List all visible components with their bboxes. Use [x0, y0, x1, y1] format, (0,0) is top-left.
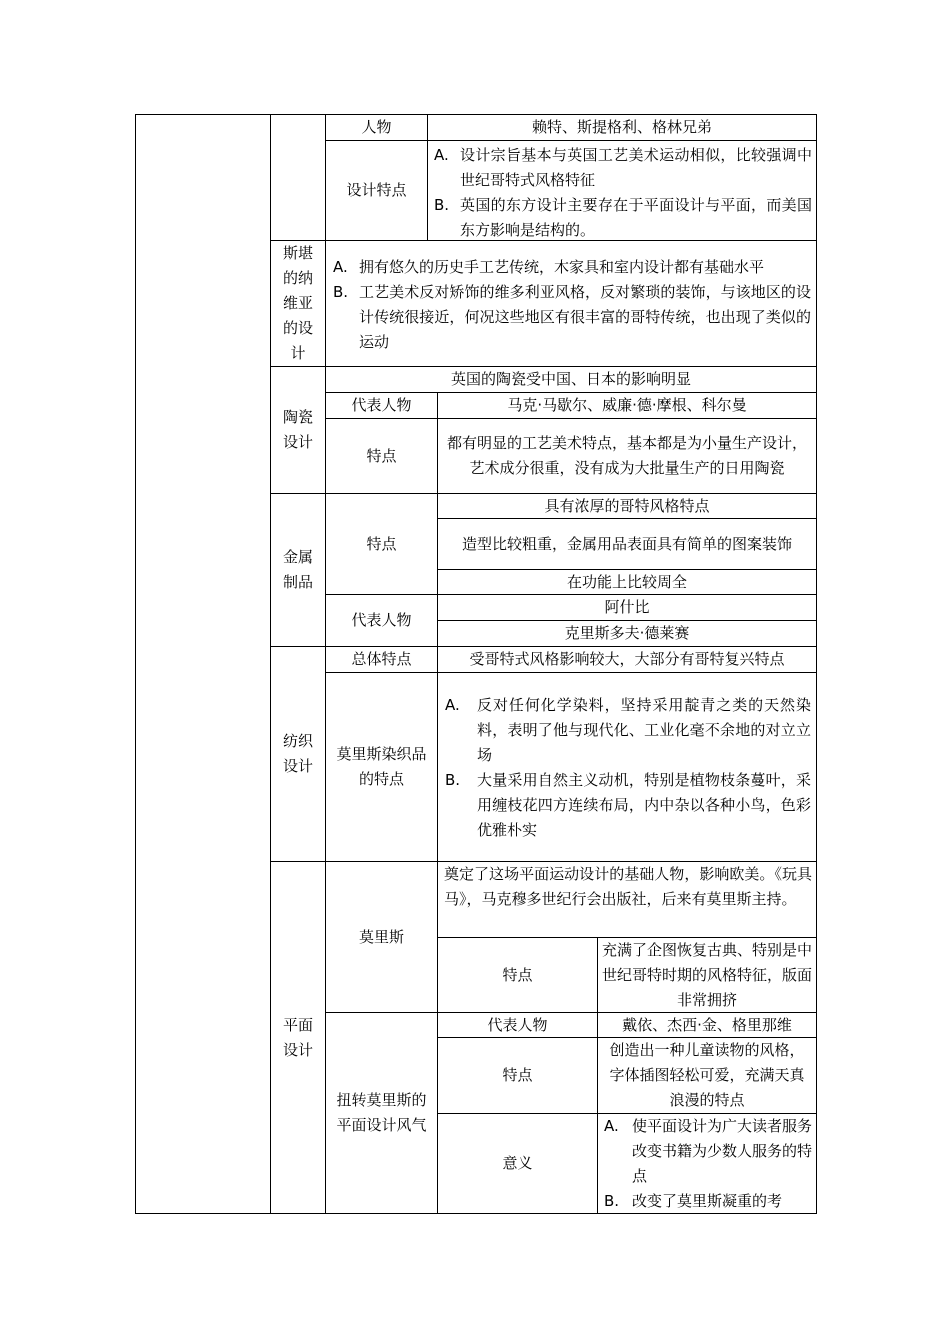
list-item: [443, 693, 811, 768]
us-people-value: 赖特、斯提格利、格林兄弟: [531, 118, 712, 136]
ceramics-features-value: 都有明显的工艺美术特点，基本都是为小量生产设计，艺术成分很重，没有成为大批量生产的日用陶瓷: [446, 434, 807, 477]
list-marker: B.: [604, 1192, 620, 1210]
list-marker: A.: [445, 696, 460, 714]
textile-morris-label: 莫里斯染织品的特点: [336, 745, 427, 788]
graphic-morris-label: 莫里斯: [358, 927, 404, 946]
list-item: [602, 1114, 812, 1189]
list-item: [331, 255, 811, 280]
list-item: [432, 143, 812, 193]
textile-label: 纺织设计: [282, 732, 313, 775]
metal-label-cell: [271, 494, 325, 646]
list-text: 改变了莫里斯凝重的考: [632, 1192, 783, 1210]
list-item: [432, 193, 812, 243]
list-text: 使平面设计为广大读者服务改变书籍为少数人服务的特点: [632, 1117, 812, 1185]
ceramics-people-value: 马克·马歇尔、威廉·德·摩根、科尔曼: [507, 396, 747, 414]
list-text: 拥有悠久的历史手工艺传统，木家具和室内设计都有基础水平: [359, 258, 765, 276]
ceramics-features-label: 特点: [366, 446, 397, 465]
list-marker: B.: [445, 771, 461, 789]
list-text: 大量采用自然主义动机，特别是植物枝条蔓叶，采用缠枝花四方连续布局，内中杂以各种小鸟，色彩优雅朴实: [477, 771, 811, 839]
metal-people-label: 代表人物: [351, 611, 412, 629]
list-item: [331, 280, 811, 355]
list-text: 反对任何化学染料，坚持采用靛青之类的天然染料，表明了他与现代化、工业化毫不余地的对立立场: [477, 696, 811, 764]
graphic-reverse-label-cell: [326, 1013, 437, 1213]
textile-overall-value: 受哥特式风格影响较大，大部分有哥特复兴特点: [469, 650, 785, 668]
graphic-reverse-label: 扭转莫里斯的平面设计风气: [336, 1091, 427, 1134]
graphic-reverse-people-value: 戴依、杰西·金、格里那维: [622, 1015, 792, 1034]
us-features-list: [432, 143, 812, 243]
graphic-meaning-label: 意义: [502, 1154, 533, 1172]
us-features-label: 设计特点: [346, 181, 407, 199]
metal-person-2: 克里斯多夫·德莱赛: [564, 624, 690, 642]
list-marker: B.: [333, 283, 349, 301]
list-text: 设计宗旨基本与英国工艺美术运动相似，比较强调中世纪哥特式风格特征: [460, 146, 812, 189]
list-marker: B.: [434, 196, 450, 214]
graphic-morris-desc: 奠定了这场平面运动设计的基础人物，影响欧美。《玩具马》，马克穆多世纪行会出版社，后来有莫里斯主持。: [444, 865, 812, 908]
list-marker: A.: [333, 258, 348, 276]
metal-feature-1: 具有浓厚的哥特风格特点: [544, 496, 710, 515]
ceramics-people-label: 代表人物: [351, 396, 412, 414]
ceramics-label-cell: [271, 367, 325, 493]
us-people-label: 人物: [361, 118, 392, 136]
scandinavia-label-cell: [271, 241, 325, 366]
textile-label-cell: [271, 647, 325, 861]
metal-features-label: 特点: [366, 534, 397, 553]
graphic-reverse-people-label: 代表人物: [487, 1015, 548, 1034]
list-text: 工艺美术反对矫饰的维多利亚风格，反对繁琐的装饰，与该地区的设计传统很接近，何况这些地区有很丰富的哥特传统，也出现了类似的运动: [359, 283, 811, 351]
graphic-reverse-features-value: 创造出一种儿童读物的风格，字体插图轻松可爱，充满天真浪漫的特点: [609, 1041, 805, 1109]
graphic-label-cell: [271, 862, 325, 1213]
textile-morris-points: [443, 693, 811, 843]
metal-person-1: 阿什比: [604, 598, 650, 616]
graphic-morris-features-value: 充满了企图恢复古典、特别是中世纪哥特时期的风格特征，版面非常拥挤: [602, 940, 813, 1009]
list-item: [602, 1189, 812, 1213]
graphic-morris-features-label: 特点: [502, 965, 533, 984]
ceramics-label: 陶瓷设计: [282, 408, 313, 451]
ceramics-intro: 英国的陶瓷受中国、日本的影响明显: [450, 370, 691, 388]
graphic-reverse-features-label: 特点: [502, 1066, 533, 1084]
graphic-meaning-points: [602, 1114, 812, 1213]
textile-overall-label: 总体特点: [351, 650, 412, 668]
list-item: [443, 768, 811, 843]
metal-feature-3: 在功能上比较周全: [566, 572, 687, 591]
graphic-label: 平面设计: [282, 1015, 313, 1059]
list-text: 英国的东方设计主要存在于平面设计与平面，而美国东方影响是结构的。: [460, 196, 812, 239]
scandinavia-label: 斯堪的纳维亚的设计: [282, 244, 313, 362]
list-marker: A.: [604, 1117, 619, 1135]
list-marker: A.: [434, 146, 449, 164]
scandinavia-points: [331, 255, 811, 355]
textile-morris-label-cell: [326, 673, 437, 861]
metal-feature-2: 造型比较粗重，金属用品表面具有简单的图案装饰: [461, 534, 792, 553]
metal-label: 金属制品: [282, 548, 313, 591]
